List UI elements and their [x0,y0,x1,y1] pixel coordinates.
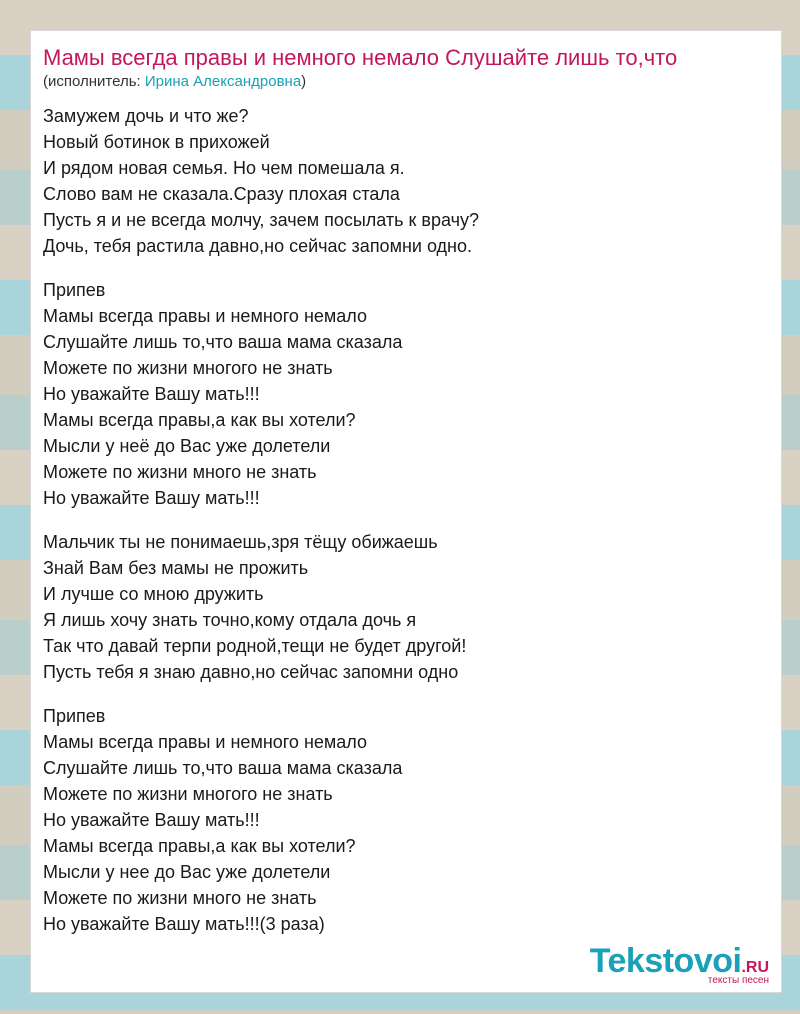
lyrics-line: Слушайте лишь то,что ваша мама сказала [43,332,403,352]
lyrics-body [43,103,479,937]
lyrics-line: Но уважайте Вашу мать!!!(3 раза) [43,914,325,934]
song-title: Мамы всегда правы и немного немало Слушайте лишь то,что [43,45,678,70]
lyrics-line: Новый ботинок в прихожей [43,132,270,152]
artist-line [43,73,306,90]
lyrics-line: Припев [43,280,106,300]
lyrics-line: Мамы всегда правы,а как вы хотели? [43,410,356,430]
site-logo[interactable] [590,942,769,986]
lyrics-line: Дочь, тебя растила давно,но сейчас запомни одно. [43,236,473,256]
lyrics-line: И рядом новая семья. Но чем помешала я. [43,158,405,178]
lyrics-line: Можете по жизни многого не знать [43,784,333,804]
lyrics-line: Можете по жизни многого не знать [43,358,333,378]
lyrics-line: Так что давай терпи родной,тещи не будет другой! [43,636,467,656]
lyrics-line: Мамы всегда правы и немного немало [43,306,367,326]
lyrics-line: И лучше со мною дружить [43,584,264,604]
lyrics-line: Можете по жизни много не знать [43,462,317,482]
lyrics-line: Мамы всегда правы и немного немало [43,732,367,752]
lyrics-line: Но уважайте Вашу мать!!! [43,810,260,830]
lyrics-line: Мамы всегда правы,а как вы хотели? [43,836,356,856]
logo-tld: .RU [741,959,769,976]
lyrics-spacer [43,685,479,703]
lyrics-line: Слово вам не сказала.Сразу плохая стала [43,184,400,204]
lyrics-line: Но уважайте Вашу мать!!! [43,488,260,508]
artist-link[interactable]: Ирина Александровна [144,73,302,90]
lyrics-line: Я лишь хочу знать точно,кому отдала дочь я [43,610,417,630]
lyrics-line: Мысли у нее до Вас уже долетели [43,862,331,882]
lyrics-line: Припев [43,706,106,726]
logo-name: Tekstovoi [589,942,742,980]
artist-suffix: ) [301,73,307,90]
artist-prefix: (исполнитель: [43,73,145,90]
lyrics-line: Мысли у неё до Вас уже долетели [43,436,331,456]
lyrics-line: Пусть тебя я знаю давно,но сейчас запомни одно [43,662,459,682]
lyrics-line: Слушайте лишь то,что ваша мама сказала [43,758,403,778]
lyrics-line: Пусть я и не всегда молчу, зачем посылать к врачу? [43,210,479,230]
lyrics-line: Но уважайте Вашу мать!!! [43,384,260,404]
lyrics-card [30,30,782,993]
lyrics-line: Знай Вам без мамы не прожить [43,558,309,578]
lyrics-line: Можете по жизни много не знать [43,888,317,908]
lyrics-spacer [43,511,479,529]
lyrics-spacer [43,259,479,277]
lyrics-line: Мальчик ты не понимаешь,зря тёщу обижаешь [43,532,438,552]
logo-tagline: тексты песен [707,975,769,986]
lyrics-line: Замужем дочь и что же? [43,106,249,126]
